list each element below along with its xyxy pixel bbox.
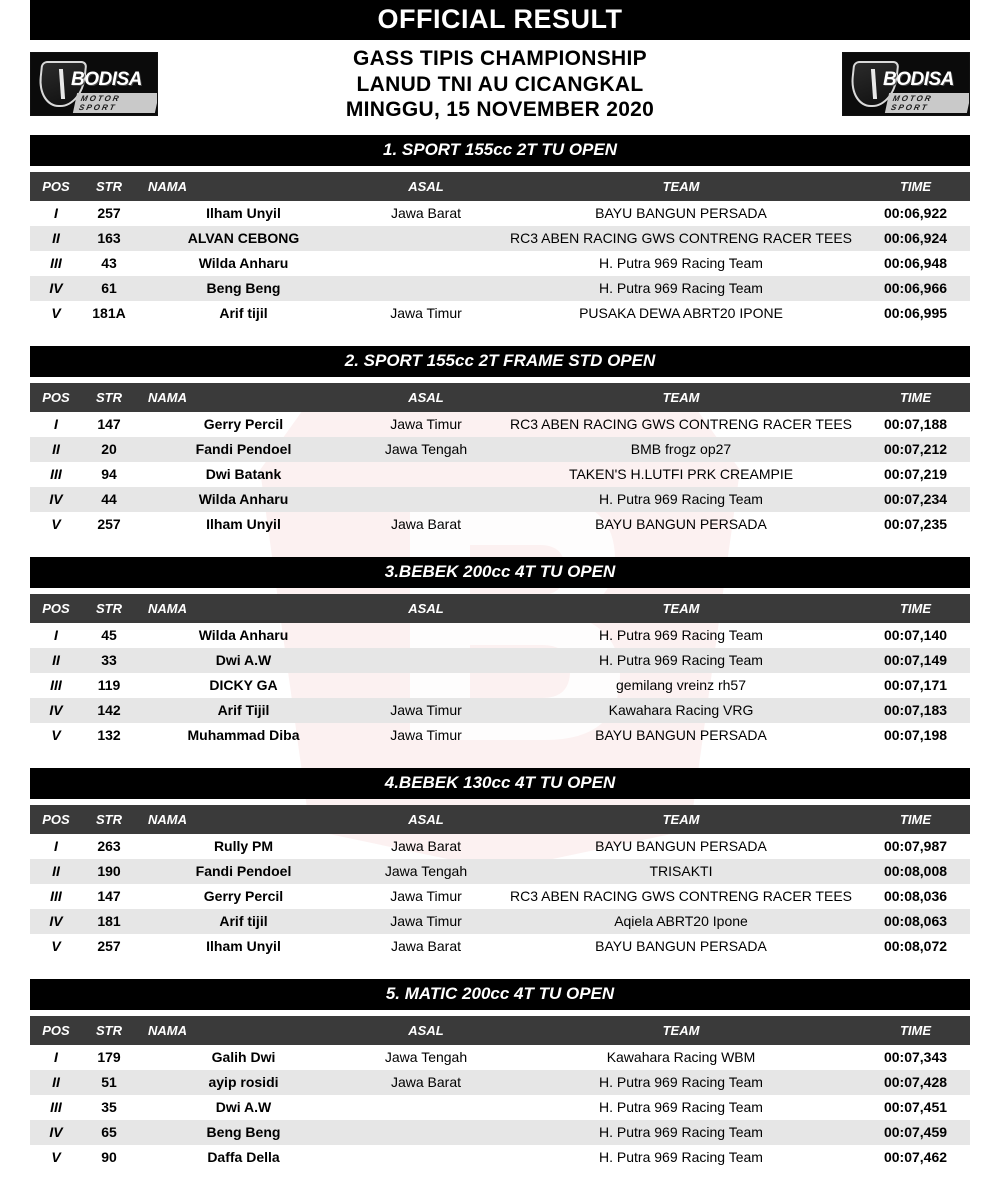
page-title — [158, 46, 842, 123]
cell-nama: Dwi Batank — [205, 465, 282, 482]
column-header-time: TIME — [861, 383, 970, 412]
cell-str: 163 — [82, 226, 136, 251]
event-header — [30, 42, 970, 129]
column-header-team: TEAM — [501, 594, 861, 623]
cell-asal — [351, 251, 501, 276]
cell-pos: II — [30, 859, 82, 884]
class-title-bar: 1. SPORT 155cc 2T TU OPEN — [30, 135, 970, 166]
cell-str: 35 — [101, 1098, 117, 1115]
column-header-asal: ASAL — [351, 805, 501, 834]
results-table — [30, 1016, 970, 1170]
cell-asal — [351, 1120, 501, 1145]
column-header-str: STR — [82, 172, 136, 201]
table-row — [30, 301, 970, 326]
table-header-row — [30, 172, 970, 201]
cell-pos: I — [54, 204, 58, 221]
cell-nama: ayip rosidi — [136, 1070, 351, 1095]
cell-pos: III — [50, 887, 62, 904]
cell-pos: V — [51, 515, 61, 532]
cell-team: TRISAKTI — [501, 859, 861, 884]
cell-pos: I — [54, 415, 58, 432]
results-table — [30, 383, 970, 537]
cell-str: 257 — [97, 204, 121, 221]
table-row — [30, 487, 970, 512]
table-row — [30, 437, 970, 462]
column-header-pos: POS — [30, 805, 82, 834]
cell-team: H. Putra 969 Racing Team — [501, 648, 861, 673]
cell-str: 119 — [97, 676, 121, 693]
section-spacer — [0, 959, 1000, 973]
cell-nama: Wilda Anharu — [198, 254, 289, 271]
table-row — [30, 201, 970, 226]
cell-asal — [351, 648, 501, 673]
class-title-bar: 4.BEBEK 130cc 4T TU OPEN — [30, 768, 970, 799]
cell-str: 142 — [82, 698, 136, 723]
cell-nama: Arif Tijil — [136, 698, 351, 723]
table-row — [30, 462, 970, 487]
table-row — [30, 623, 970, 648]
column-header-team: TEAM — [501, 805, 861, 834]
cell-team: BAYU BANGUN PERSADA — [595, 726, 767, 743]
column-header-pos: POS — [30, 172, 82, 201]
cell-str: 51 — [82, 1070, 136, 1095]
cell-pos: II — [30, 226, 82, 251]
cell-pos: I — [54, 837, 58, 854]
table-row — [30, 412, 970, 437]
column-header-asal: ASAL — [351, 383, 501, 412]
column-header-nama: NAMA — [136, 1016, 351, 1045]
cell-nama: Arif tijil — [136, 909, 351, 934]
column-header-asal: ASAL — [351, 1016, 501, 1045]
cell-team: H. Putra 969 Racing Team — [599, 1098, 763, 1115]
cell-time: 00:07,462 — [883, 1148, 948, 1165]
column-header-pos: POS — [30, 594, 82, 623]
column-header-time: TIME — [861, 805, 970, 834]
table-row — [30, 723, 970, 748]
table-row — [30, 276, 970, 301]
results-table — [30, 805, 970, 959]
table-row — [30, 834, 970, 859]
cell-team: H. Putra 969 Racing Team — [501, 1070, 861, 1095]
results-table — [30, 594, 970, 748]
table-row — [30, 1070, 970, 1095]
cell-team: H. Putra 969 Racing Team — [599, 254, 763, 271]
cell-asal: Jawa Barat — [390, 937, 462, 954]
cell-asal — [351, 487, 501, 512]
cell-team: BAYU BANGUN PERSADA — [595, 937, 767, 954]
table-header-row — [30, 805, 970, 834]
cell-nama: DICKY GA — [209, 676, 278, 693]
cell-str: 20 — [82, 437, 136, 462]
cell-pos: III — [50, 676, 62, 693]
table-row — [30, 698, 970, 723]
column-header-str: STR — [82, 594, 136, 623]
cell-nama: Fandi Pendoel — [136, 437, 351, 462]
cell-time: 00:07,198 — [883, 726, 948, 743]
cell-str: 44 — [82, 487, 136, 512]
class-title-bar: 2. SPORT 155cc 2T FRAME STD OPEN — [30, 346, 970, 377]
cell-str: 61 — [82, 276, 136, 301]
cell-nama: Ilham Unyil — [206, 937, 281, 954]
cell-str: 43 — [101, 254, 117, 271]
table-row — [30, 884, 970, 909]
cell-team: BAYU BANGUN PERSADA — [595, 204, 767, 221]
cell-str: 257 — [97, 937, 121, 954]
cell-pos: II — [30, 437, 82, 462]
cell-time: 00:06,948 — [883, 254, 948, 271]
cell-pos: III — [50, 465, 62, 482]
cell-asal — [351, 276, 501, 301]
cell-str: 65 — [82, 1120, 136, 1145]
cell-asal: Jawa Timur — [390, 887, 462, 904]
cell-nama: Fandi Pendoel — [136, 859, 351, 884]
table-row — [30, 1120, 970, 1145]
cell-team: Kawahara Racing WBM — [606, 1048, 756, 1065]
cell-team: PUSAKA DEWA ABRT20 IPONE — [579, 304, 783, 321]
cell-nama: Arif tijil — [219, 304, 268, 321]
event-title-line2: LANUD TNI AU CICANGKAL — [356, 72, 644, 96]
results-table — [30, 172, 970, 326]
cell-asal: Jawa Timur — [390, 304, 462, 321]
column-header-time: TIME — [861, 1016, 970, 1045]
cell-pos: IV — [30, 909, 82, 934]
cell-team: RC3 ABEN RACING GWS CONTRENG RACER TEES — [509, 887, 852, 904]
cell-asal: Jawa Barat — [390, 515, 462, 532]
column-header-pos: POS — [30, 1016, 82, 1045]
official-result-banner: OFFICIAL RESULT — [30, 0, 970, 40]
cell-time: 00:07,140 — [883, 626, 948, 643]
table-row — [30, 859, 970, 884]
cell-asal: Jawa Tengah — [351, 859, 501, 884]
column-header-asal: ASAL — [351, 172, 501, 201]
table-header-row — [30, 594, 970, 623]
cell-asal — [351, 1145, 501, 1170]
class-title-bar: 3.BEBEK 200cc 4T TU OPEN — [30, 557, 970, 588]
table-row — [30, 226, 970, 251]
cell-nama: Gerry Percil — [203, 887, 284, 904]
cell-str: 90 — [101, 1148, 117, 1165]
column-header-nama: NAMA — [136, 172, 351, 201]
cell-team: BAYU BANGUN PERSADA — [595, 837, 767, 854]
cell-pos: III — [50, 1098, 62, 1115]
cell-nama: Rully PM — [213, 837, 274, 854]
cell-str: 181A — [92, 304, 126, 321]
table-header-row — [30, 383, 970, 412]
cell-asal — [351, 226, 501, 251]
cell-time: 00:07,987 — [883, 837, 948, 854]
cell-pos: II — [30, 648, 82, 673]
cell-pos: V — [51, 1148, 61, 1165]
cell-pos: III — [50, 254, 62, 271]
cell-team: BMB frogz op27 — [501, 437, 861, 462]
cell-nama: Beng Beng — [136, 276, 351, 301]
cell-nama: Beng Beng — [136, 1120, 351, 1145]
cell-asal: Jawa Barat — [390, 837, 462, 854]
cell-team: Kawahara Racing VRG — [501, 698, 861, 723]
cell-team: H. Putra 969 Racing Team — [501, 1120, 861, 1145]
cell-pos: V — [51, 304, 61, 321]
class-title-bar: 5. MATIC 200cc 4T TU OPEN — [30, 979, 970, 1010]
cell-nama: Wilda Anharu — [198, 626, 289, 643]
cell-pos: V — [51, 726, 61, 743]
cell-asal — [351, 623, 501, 648]
cell-nama: Ilham Unyil — [206, 515, 281, 532]
cell-nama: ALVAN CEBONG — [136, 226, 351, 251]
cell-str: 190 — [82, 859, 136, 884]
cell-asal: Jawa Timur — [351, 909, 501, 934]
cell-team: RC3 ABEN RACING GWS CONTRENG RACER TEES — [509, 415, 852, 432]
cell-asal: Jawa Tengah — [351, 437, 501, 462]
cell-time: 00:07,171 — [883, 676, 948, 693]
cell-pos: I — [54, 1048, 58, 1065]
cell-time: 00:06,995 — [883, 304, 948, 321]
cell-str: 132 — [97, 726, 121, 743]
column-header-nama: NAMA — [136, 594, 351, 623]
logo-right-brand: BODISA — [883, 69, 954, 91]
section-spacer — [0, 748, 1000, 762]
table-row — [30, 648, 970, 673]
cell-time: 00:07,219 — [883, 465, 948, 482]
column-header-asal: ASAL — [351, 594, 501, 623]
class-results-container — [0, 135, 1000, 1184]
cell-pos: I — [54, 626, 58, 643]
cell-team: Aqiela ABRT20 Ipone — [501, 909, 861, 934]
cell-time: 00:08,008 — [861, 859, 970, 884]
cell-asal: Jawa Timur — [390, 726, 462, 743]
cell-str: 45 — [101, 626, 117, 643]
cell-team: H. Putra 969 Racing Team — [599, 1148, 763, 1165]
cell-nama: Gerry Percil — [203, 415, 284, 432]
cell-str: 147 — [97, 887, 121, 904]
cell-time: 00:07,149 — [861, 648, 970, 673]
event-title-line3: MINGGU, 15 NOVEMBER 2020 — [345, 98, 655, 122]
column-header-time: TIME — [861, 594, 970, 623]
logo-left — [30, 52, 158, 116]
cell-str: 94 — [101, 465, 117, 482]
cell-team: TAKEN'S H.LUTFI PRK CREAMPIE — [568, 465, 794, 482]
logo-right-sub: MOTOR SPORT — [885, 93, 970, 113]
cell-time: 00:07,459 — [861, 1120, 970, 1145]
cell-pos: IV — [30, 698, 82, 723]
cell-time: 00:08,036 — [883, 887, 948, 904]
cell-time: 00:08,063 — [861, 909, 970, 934]
section-spacer — [0, 537, 1000, 551]
cell-str: 147 — [97, 415, 121, 432]
table-row — [30, 251, 970, 276]
cell-time: 00:07,183 — [861, 698, 970, 723]
cell-pos: IV — [30, 276, 82, 301]
cell-nama: Wilda Anharu — [136, 487, 351, 512]
cell-nama: Ilham Unyil — [206, 204, 281, 221]
table-row — [30, 1045, 970, 1070]
cell-str: 179 — [97, 1048, 121, 1065]
table-row — [30, 1145, 970, 1170]
cell-time: 00:06,922 — [883, 204, 948, 221]
cell-asal: Jawa Timur — [351, 698, 501, 723]
cell-team: RC3 ABEN RACING GWS CONTRENG RACER TEES — [501, 226, 861, 251]
cell-team: H. Putra 969 Racing Team — [599, 626, 763, 643]
column-header-team: TEAM — [501, 172, 861, 201]
cell-team: H. Putra 969 Racing Team — [501, 487, 861, 512]
cell-asal — [351, 462, 501, 487]
column-header-pos: POS — [30, 383, 82, 412]
logo-right — [842, 52, 970, 116]
column-header-team: TEAM — [501, 383, 861, 412]
cell-pos: IV — [30, 1120, 82, 1145]
cell-time: 00:06,966 — [861, 276, 970, 301]
cell-time: 00:07,343 — [883, 1048, 948, 1065]
table-row — [30, 512, 970, 537]
logo-left-sub: MOTOR SPORT — [73, 93, 158, 113]
table-header-row — [30, 1016, 970, 1045]
cell-asal: Jawa Barat — [351, 1070, 501, 1095]
cell-str: 181 — [82, 909, 136, 934]
cell-time: 00:07,188 — [883, 415, 948, 432]
event-title-line1: GASS TIPIS CHAMPIONSHIP — [353, 47, 647, 70]
column-header-time: TIME — [861, 172, 970, 201]
cell-nama: Galih Dwi — [211, 1048, 276, 1065]
cell-nama: Dwi A.W — [136, 648, 351, 673]
column-header-team: TEAM — [501, 1016, 861, 1045]
cell-asal: Jawa Barat — [390, 204, 462, 221]
cell-pos: V — [51, 937, 61, 954]
cell-str: 257 — [97, 515, 121, 532]
cell-pos: II — [30, 1070, 82, 1095]
logo-left-brand: BODISA — [71, 69, 142, 91]
column-header-str: STR — [82, 383, 136, 412]
cell-time: 00:08,072 — [883, 937, 948, 954]
column-header-str: STR — [82, 805, 136, 834]
column-header-nama: NAMA — [136, 383, 351, 412]
cell-team: gemilang vreinz rh57 — [616, 676, 746, 693]
cell-team: H. Putra 969 Racing Team — [501, 276, 861, 301]
table-row — [30, 934, 970, 959]
cell-nama: Dwi A.W — [215, 1098, 272, 1115]
table-row — [30, 673, 970, 698]
cell-team: BAYU BANGUN PERSADA — [595, 515, 767, 532]
cell-time: 00:07,235 — [883, 515, 948, 532]
cell-time: 00:06,924 — [861, 226, 970, 251]
column-header-str: STR — [82, 1016, 136, 1045]
cell-time: 00:07,428 — [861, 1070, 970, 1095]
cell-str: 33 — [82, 648, 136, 673]
cell-asal: Jawa Timur — [390, 415, 462, 432]
cell-asal: Jawa Tengah — [384, 1048, 468, 1065]
cell-str: 263 — [97, 837, 121, 854]
section-spacer — [0, 326, 1000, 340]
table-row — [30, 909, 970, 934]
cell-nama: Muhammad Diba — [187, 726, 300, 743]
section-spacer — [0, 1170, 1000, 1184]
cell-time: 00:07,212 — [861, 437, 970, 462]
cell-time: 00:07,451 — [883, 1098, 948, 1115]
cell-nama: Daffa Della — [207, 1148, 280, 1165]
cell-asal — [351, 673, 501, 698]
cell-time: 00:07,234 — [861, 487, 970, 512]
column-header-nama: NAMA — [136, 805, 351, 834]
cell-pos: IV — [30, 487, 82, 512]
